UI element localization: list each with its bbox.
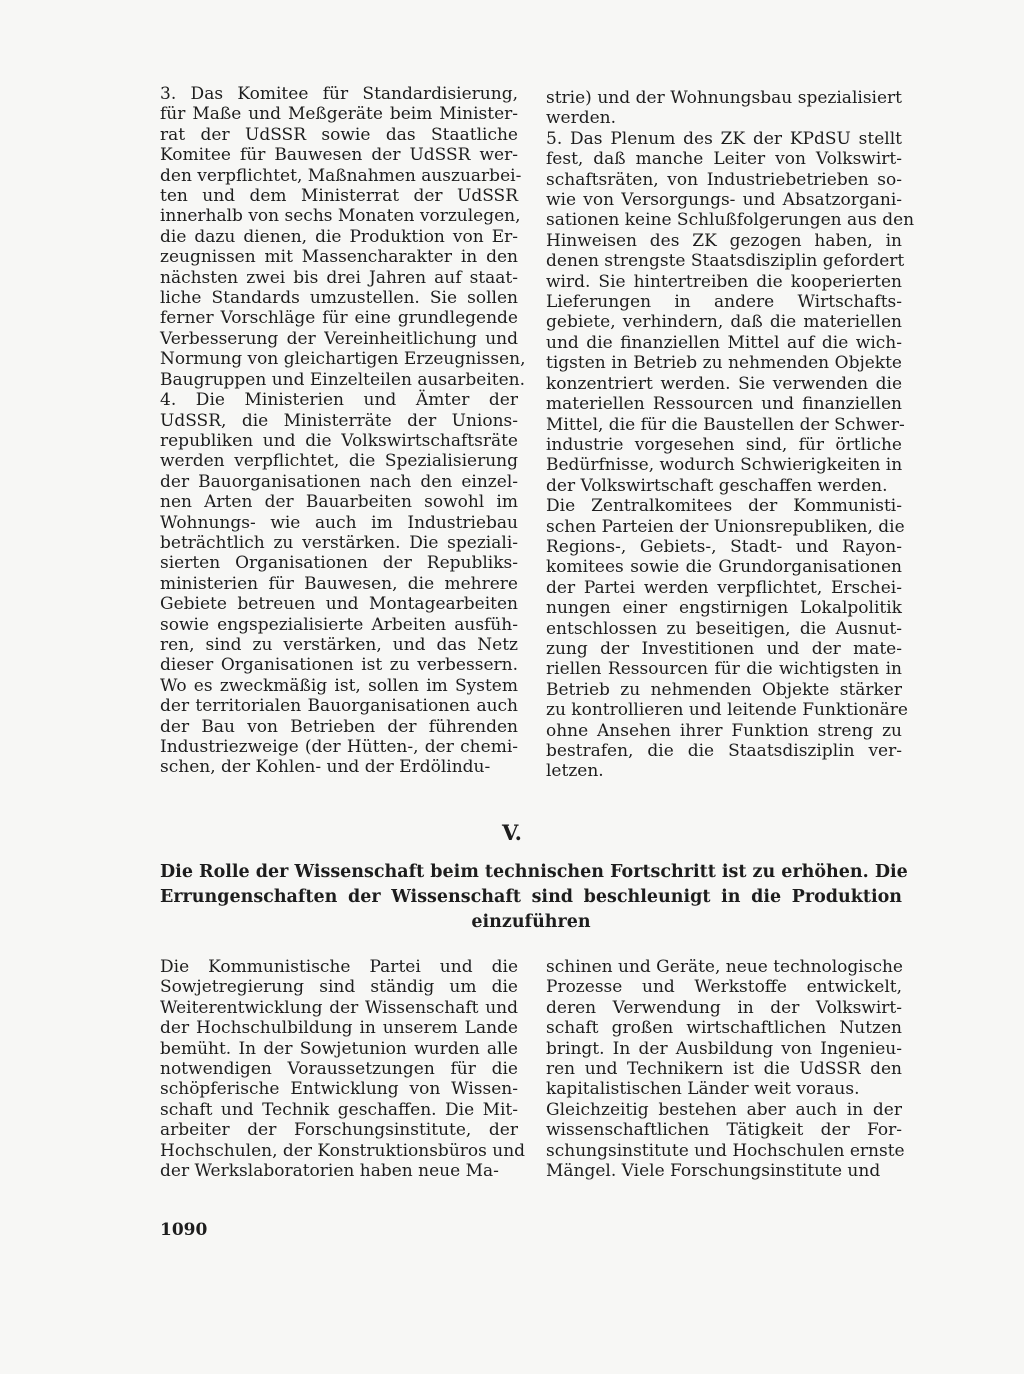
column-bottom-right (546, 957, 905, 1182)
text-line: rat der UdSSR sowie das Staatliche (160, 124, 518, 145)
text-line: schinen und Geräte, neue technologische (546, 957, 903, 977)
text-line: schaft und Technik geschaffen. Die Mit- (160, 1099, 518, 1120)
text-line: schaft großen wirtschaftlichen Nutzen (546, 1018, 902, 1039)
text-line: industrie vorgesehen sind, für örtliche (546, 434, 902, 455)
text-line: Wo es zweckmäßig ist, sollen im System (160, 675, 518, 696)
text-line: der Bauorganisationen nach den einzel- (160, 471, 518, 492)
text-line: sationen keine Schlußfolgerungen aus den (546, 210, 915, 231)
text-line: Hinweisen des ZK gezogen haben, in (546, 230, 902, 251)
text-line: ohne Ansehen ihrer Funktion streng zu (546, 720, 902, 741)
text-line: UdSSR, die Ministerräte der Unions- (160, 410, 518, 431)
text-line: ren und Technikern ist die UdSSR den (546, 1059, 902, 1080)
text-line: nungen einer engstirnigen Lokalpolitik (546, 598, 902, 619)
text-line: arbeiter der Forschungsinstitute, der (160, 1120, 518, 1141)
text-line: wissenschaftlichen Tätigkeit der For- (546, 1120, 902, 1141)
text-line: Hochschulen, der Konstruktionsbüros und (160, 1140, 526, 1161)
text-line: 3. Das Komitee für Standardisierung, (160, 84, 518, 104)
text-line: bringt. In der Ausbildung von Ingenieu- (546, 1038, 902, 1059)
text-line: der Werkslaboratorien haben neue Ma- (160, 1161, 499, 1182)
column-top-left (160, 84, 526, 778)
text-line: Bedürfnisse, wodurch Schwierigkeiten in (546, 455, 903, 476)
text-line: bestrafen, die die Staatsdisziplin ver- (546, 741, 902, 761)
text-line: der territorialen Bauorganisationen auch (160, 696, 518, 717)
column-bottom-left (160, 957, 526, 1182)
text-line: der Partei werden verpflichtet, Erschei- (546, 577, 902, 598)
text-line: zung der Investitionen und der mate- (546, 638, 902, 659)
text-line: ministerien für Bauwesen, die mehrere (160, 573, 518, 594)
text-line: Gebiete betreuen und Montagearbeiten (160, 594, 518, 615)
text-line: Baugruppen und Einzelteilen ausarbeiten. (160, 369, 526, 390)
text-line: komitees sowie die Grundorganisationen (546, 557, 902, 578)
text-line: Industriezweige (der Hütten-, der chemi- (160, 737, 518, 757)
text-line: denen strengste Staatsdisziplin gefordert (546, 251, 905, 272)
text-line: ferner Vorschläge für eine grundlegende (160, 308, 518, 329)
text-line: Regions-, Gebiets-, Stadt- und Rayon- (546, 536, 902, 557)
text-line: der Hochschulbildung in unserem Lande (160, 1018, 518, 1039)
text-line: 5. Das Plenum des ZK der KPdSU stellt (546, 128, 902, 149)
text-line: nen Arten der Bauarbeiten sowohl im (160, 492, 518, 513)
text-line: und die finanziellen Mittel auf die wich- (546, 332, 902, 353)
text-line: die dazu dienen, die Produktion von Er- (160, 226, 518, 247)
text-line: schen, der Kohlen- und der Erdölindu- (160, 757, 491, 778)
text-line: ren, sind zu verstärken, und das Netz (160, 634, 518, 655)
text-line: Mängel. Viele Forschungsinstitute und (546, 1161, 881, 1182)
text-line: Gleichzeitig bestehen aber auch in der (546, 1099, 902, 1120)
text-line: Betrieb zu nehmenden Objekte stärker (546, 679, 902, 700)
text-line: schaftsräten, von Industriebetrieben so- (546, 169, 902, 190)
text-line: nächsten zwei bis drei Jahren auf staat- (160, 267, 518, 288)
page-number: 1090 (160, 1220, 208, 1240)
column-top-right (546, 88, 915, 782)
section-heading (160, 860, 908, 935)
text-line: schungsinstitute und Hochschulen ernste (546, 1140, 905, 1161)
text-line: fest, daß manche Leiter von Volkswirt- (546, 149, 902, 170)
text-line: wie von Versorgungs- und Absatzorgani- (546, 190, 902, 211)
text-line: gebiete, verhindern, daß die materiellen (546, 312, 902, 333)
text-line: den verpflichtet, Maßnahmen auszuarbei- (160, 165, 522, 186)
text-line: liche Standards umzustellen. Sie sollen (160, 288, 518, 309)
text-line: riellen Ressourcen für die wichtigsten in (546, 659, 902, 680)
text-line: der Volkswirtschaft geschaffen werden. (546, 475, 888, 496)
text-line: republiken und die Volkswirtschaftsräte (160, 430, 518, 451)
text-line: dieser Organisationen ist zu verbessern. (160, 655, 518, 676)
text-line: sowie engspezialisierte Arbeiten ausfüh- (160, 614, 518, 635)
text-line: zu kontrollieren und leitende Funktionäre (546, 700, 908, 721)
text-line: konzentriert werden. Sie verwenden die (546, 373, 902, 394)
text-line: letzen. (546, 761, 604, 782)
text-line: entschlossen zu beseitigen, die Ausnut- (546, 618, 902, 639)
text-line: für Maße und Meßgeräte beim Minister- (160, 104, 518, 125)
text-line: Komitee für Bauwesen der UdSSR wer- (160, 145, 518, 166)
text-line: Wohnungs- wie auch im Industriebau (160, 512, 518, 533)
text-line: deren Verwendung in der Volkswirt- (546, 997, 902, 1018)
text-line: wird. Sie hintertreiben die kooperierten (546, 271, 902, 292)
text-line: Lieferungen in andere Wirtschafts- (546, 292, 902, 313)
text-line: sierten Organisationen der Republiks- (160, 553, 518, 574)
text-line: Die Zentralkomitees der Kommunisti- (546, 496, 902, 517)
text-line: beträchtlich zu verstärken. Die speziali- (160, 532, 518, 553)
text-line: Normung von gleichartigen Erzeugnissen, (160, 349, 526, 370)
text-line: Mittel, die für die Baustellen der Schwer- (546, 414, 905, 435)
text-line: innerhalb von sechs Monaten vorzulegen, (160, 206, 521, 227)
text-line: Weiterentwicklung der Wissenschaft und (160, 997, 518, 1018)
text-line: materiellen Ressourcen und finanziellen (546, 394, 902, 415)
text-line: bemüht. In der Sowjetunion wurden alle (160, 1038, 518, 1059)
text-line: schöpferische Entwicklung von Wissen- (160, 1079, 518, 1100)
text-line: Prozesse und Werkstoffe entwickelt, (546, 977, 902, 998)
text-line: schen Parteien der Unionsrepubliken, die (546, 516, 905, 537)
text-line: notwendigen Voraussetzungen für die (160, 1059, 518, 1080)
text-line: werden verpflichtet, die Spezialisierung (160, 451, 518, 472)
text-line: ten und dem Ministerrat der UdSSR (160, 186, 518, 207)
heading-line: Die Rolle der Wissenschaft beim technischen Fortschritt ist zu erhöhen. Die (160, 862, 908, 882)
text-line: Die Kommunistische Partei und die (160, 957, 518, 977)
section-number: V. (502, 820, 522, 845)
text-line: Verbesserung der Vereinheitlichung und (160, 328, 518, 349)
text-line: kapitalistischen Länder weit voraus. (546, 1079, 860, 1100)
text-line: Sowjetregierung sind ständig um die (160, 977, 518, 998)
heading-line: einzuführen (471, 912, 591, 932)
text-line: tigsten in Betrieb zu nehmenden Objekte (546, 353, 902, 374)
text-line: 4. Die Ministerien und Ämter der (160, 390, 518, 411)
heading-line: Errungenschaften der Wissenschaft sind beschleunigt in die Produktion (160, 887, 902, 907)
text-line: strie) und der Wohnungsbau spezialisiert (546, 88, 902, 108)
text-line: zeugnissen mit Massencharakter in den (160, 247, 518, 268)
text-line: werden. (546, 108, 617, 129)
text-line: der Bau von Betrieben der führenden (160, 716, 518, 737)
